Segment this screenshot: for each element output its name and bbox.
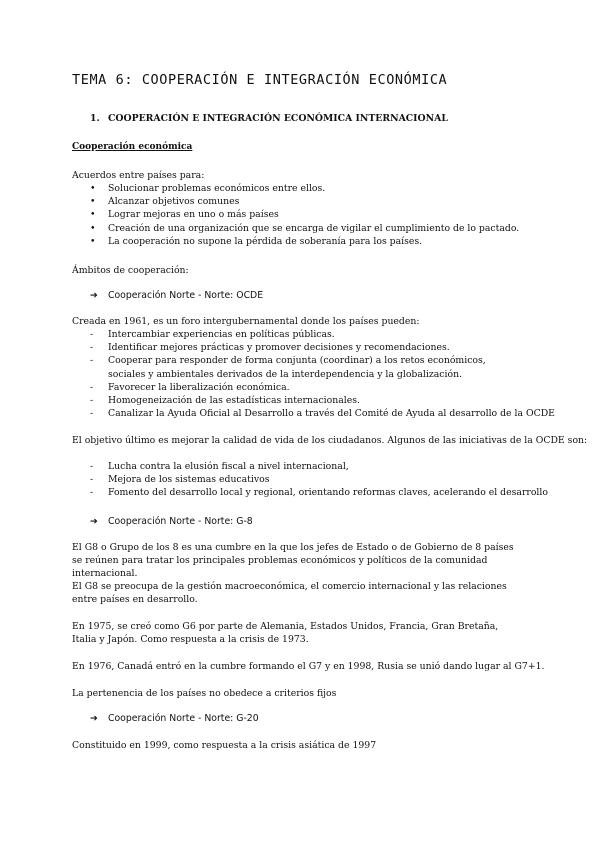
g8-paragraph-3: En 1975, se creó como G6 por parte de Alemania, Estados Unidos, Francia, Gran Bretaña, Italia y Japón. Como respuesta a la crisis de 1973. bbox=[72, 621, 499, 646]
list-item: - Favorecer la liberalización económica. bbox=[90, 381, 290, 393]
bullet-marker: • bbox=[90, 196, 96, 208]
list-item: - Intercambiar experiencias en políticas públicas. bbox=[90, 329, 335, 340]
list-item: • Alcanzar objetivos comunes bbox=[90, 196, 240, 208]
dash-marker: - bbox=[90, 395, 94, 407]
g8-paragraph-4: En 1976, Canadá entró en la cumbre formando el G7 y en 1998, Rusia se unió dando lugar al G7+1. bbox=[72, 661, 545, 672]
list-item: - Identificar mejores prácticas y promover decisiones y recomendaciones. bbox=[90, 342, 450, 354]
dash-marker: - bbox=[90, 355, 94, 367]
list-item: - Homogeneización de las estadísticas internacionales. bbox=[90, 395, 360, 407]
g8-paragraph-2: El G8 se preocupa de la gestión macroeconómica, el comercio internacional y las relaciones entre países en desarrollo. bbox=[72, 581, 507, 606]
subsection-heading: Cooperación económica bbox=[72, 142, 193, 152]
arrow-item-g8: ➔ Cooperación Norte - Norte: G-8 bbox=[90, 516, 253, 527]
list-item: • La cooperación no supone la pérdida de soberanía para los países. bbox=[90, 235, 423, 247]
agreements-list bbox=[72, 182, 519, 248]
list-item: • Creación de una organización que se encarga de vigilar el cumplimiento de lo pactado. bbox=[90, 222, 520, 234]
dash-marker: - bbox=[90, 487, 94, 499]
list-item: - Lucha contra la elusión fiscal a nivel internacional, bbox=[90, 461, 349, 472]
g8-paragraph-1: El G8 o Grupo de los 8 es una cumbre en la que los jefes de Estado o de Gobierno de 8 países se reúnen para tratar los principales problemas económicos y políticos de la comunidad internacional. bbox=[72, 542, 514, 580]
arrow-icon: ➔ bbox=[90, 516, 98, 527]
bullet-marker: • bbox=[90, 235, 96, 247]
section-title: COOPERACIÓN E INTEGRACIÓN ECONÓMICA INTERNACIONAL bbox=[108, 113, 448, 124]
ambitos-text: Ámbitos de cooperación: bbox=[72, 265, 189, 276]
objective-text: El objetivo último es mejorar la calidad de vida de los ciudadanos. Algunos de las iniciativas de la OCDE son: bbox=[72, 435, 588, 446]
list-item: - Fomento del desarrollo local y regional, orientando reformas claves, acelerando el desarrollo bbox=[90, 487, 548, 499]
bullet-marker: • bbox=[90, 209, 96, 221]
g8-paragraph-5: La pertenencia de los países no obedece a criterios fijos bbox=[72, 688, 337, 699]
bullet-marker: • bbox=[90, 222, 96, 234]
list-item: - Canalizar la Ayuda Oficial al Desarrollo a través del Comité de Ayuda al desarrollo de la OCDE bbox=[90, 408, 555, 420]
g20-paragraph-1: Constituido en 1999, como respuesta a la crisis asiática de 1997 bbox=[72, 740, 377, 751]
arrow-item-g20: ➔ Cooperación Norte - Norte: G-20 bbox=[90, 713, 259, 724]
intro-text: Acuerdos entre países para: bbox=[72, 170, 205, 181]
bullet-marker: • bbox=[90, 183, 96, 194]
list-item: • Lograr mejoras en uno o más países bbox=[90, 209, 279, 221]
dash-marker: - bbox=[90, 408, 94, 420]
list-item: • Solucionar problemas económicos entre ellos. bbox=[90, 183, 326, 194]
arrow-item-ocde: ➔ Cooperación Norte - Norte: OCDE bbox=[90, 290, 264, 301]
document-title: TEMA 6: COOPERACIÓN E INTEGRACIÓN ECONÓMICA bbox=[72, 72, 448, 88]
dash-marker: - bbox=[90, 381, 94, 393]
ocde-intro: Creada en 1961, es un foro intergubernamental donde los países pueden: bbox=[72, 316, 420, 327]
initiatives-list bbox=[72, 460, 548, 500]
dash-marker: - bbox=[90, 329, 94, 340]
dash-marker: - bbox=[90, 461, 94, 472]
dash-marker: - bbox=[90, 342, 94, 354]
section-heading bbox=[90, 113, 448, 124]
ocde-list bbox=[72, 328, 555, 420]
section-number: 1. bbox=[90, 113, 100, 124]
arrow-icon: ➔ bbox=[90, 290, 98, 301]
arrow-icon: ➔ bbox=[90, 713, 98, 724]
list-item: - Cooperar para responder de forma conjunta (coordinar) a los retos económicos, sociales y ambientales derivados de la interdependencia y la globalización. bbox=[90, 355, 486, 380]
list-item: - Mejora de los sistemas educativos bbox=[90, 474, 270, 486]
dash-marker: - bbox=[90, 474, 94, 486]
